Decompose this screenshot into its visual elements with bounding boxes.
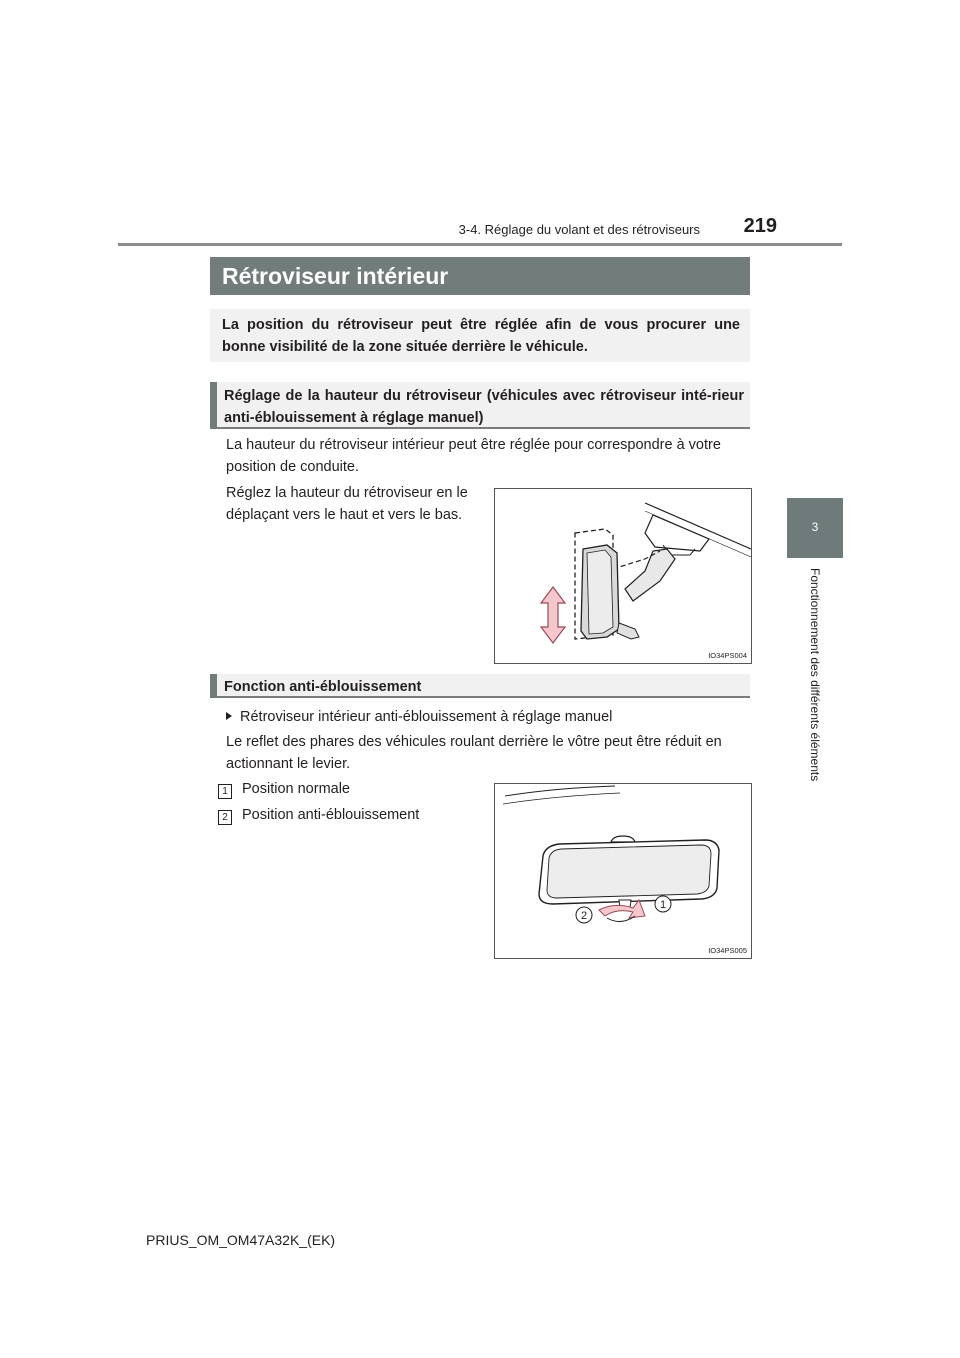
- section2-heading-accent: [210, 674, 217, 698]
- mirror-height-figure: [494, 488, 752, 664]
- document-footer: PRIUS_OM_OM47A32K_(EK): [146, 1232, 336, 1248]
- header-divider: [118, 243, 842, 246]
- figure1-code: IO34PS004: [708, 651, 747, 660]
- item-number: 2: [218, 810, 232, 825]
- page-number: 219: [743, 215, 777, 237]
- figure2-code: IO34PS005: [708, 946, 747, 955]
- anti-glare-figure: [494, 783, 752, 959]
- item-text: Position normale: [242, 781, 350, 797]
- item-number-box: [218, 781, 232, 799]
- header-section-title: 3-4. Réglage du volant et des rétroviseurs: [458, 222, 700, 237]
- anti-glare-illustration: [495, 784, 751, 958]
- section1-paragraph-1: La hauteur du rétroviseur intérieur peut être réglée pour correspondre à votre position de conduite.: [226, 437, 721, 475]
- item-number: 1: [218, 784, 232, 799]
- item-number-box: [218, 807, 232, 825]
- section2-heading: Fonction anti-éblouissement: [224, 679, 422, 695]
- item-text: Position anti-éblouissement: [242, 807, 420, 823]
- section2-paragraph: Le reflet des phares des véhicules roulant derrière le vôtre peut être réduit en actionnant le levier.: [226, 734, 722, 772]
- intro-text: La position du rétroviseur peut être réglée afin de vous procurer une bonne visibilité de la zone située derrière le véhicule.: [222, 317, 740, 355]
- chapter-number: 3: [811, 520, 819, 534]
- page-title: Rétroviseur intérieur: [222, 263, 449, 289]
- figure-label-1: 1: [659, 899, 667, 911]
- figure-label-2: 2: [580, 910, 588, 922]
- section1-heading: Réglage de la hauteur du rétroviseur (véhicules avec rétroviseur inté-rieur anti-éblouissement à réglage manuel): [224, 388, 744, 426]
- chapter-label-text: Fonctionnement des différents éléments: [808, 568, 822, 782]
- bullet-triangle-icon: [226, 712, 232, 720]
- section1-paragraph-2: Réglez la hauteur du rétroviseur en le déplaçant vers le haut et vers le bas.: [226, 485, 468, 523]
- bullet-item: [226, 706, 612, 728]
- mirror-height-illustration: [495, 489, 751, 663]
- bullet-text: Rétroviseur intérieur anti-éblouissement à réglage manuel: [240, 709, 613, 725]
- chapter-label: [803, 568, 827, 808]
- section1-heading-accent: [210, 382, 217, 429]
